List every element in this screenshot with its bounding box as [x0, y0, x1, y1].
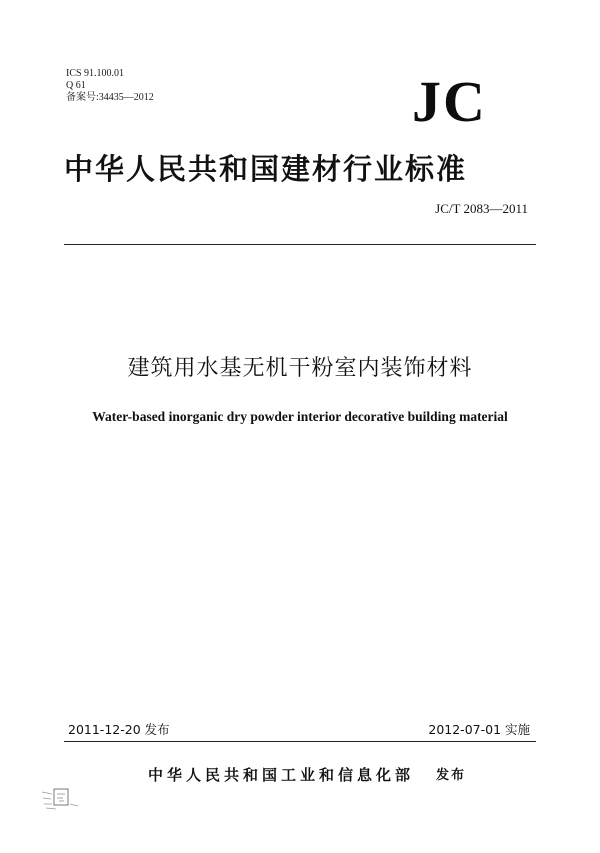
issuing-authority: 中华人民共和国工业和信息化部 — [148, 766, 415, 784]
classification-block — [66, 68, 154, 104]
record-number: 备案号:34435—2012 — [66, 92, 154, 103]
top-divider — [64, 244, 536, 245]
standard-number: JC/T 2083—2011 — [435, 201, 528, 216]
document-title-english: Water-based inorganic dry powder interior decorative building material — [92, 409, 508, 424]
document-title-chinese: 建筑用水基无机干粉室内装饰材料 — [127, 356, 473, 381]
ics-code: ICS 91.100.01 — [66, 68, 125, 79]
bottom-divider — [64, 741, 536, 742]
ccs-code: Q 61 — [66, 80, 86, 91]
jc-logo: JC — [412, 69, 487, 134]
issuer-suffix: 发布 — [436, 768, 467, 783]
standard-title: 中华人民共和国建材行业标准 — [64, 152, 468, 186]
implementation-date: 2012-07-01 实施 — [428, 722, 530, 737]
issue-date: 2011-12-20 发布 — [68, 722, 170, 737]
library-stamp-icon — [40, 786, 80, 812]
